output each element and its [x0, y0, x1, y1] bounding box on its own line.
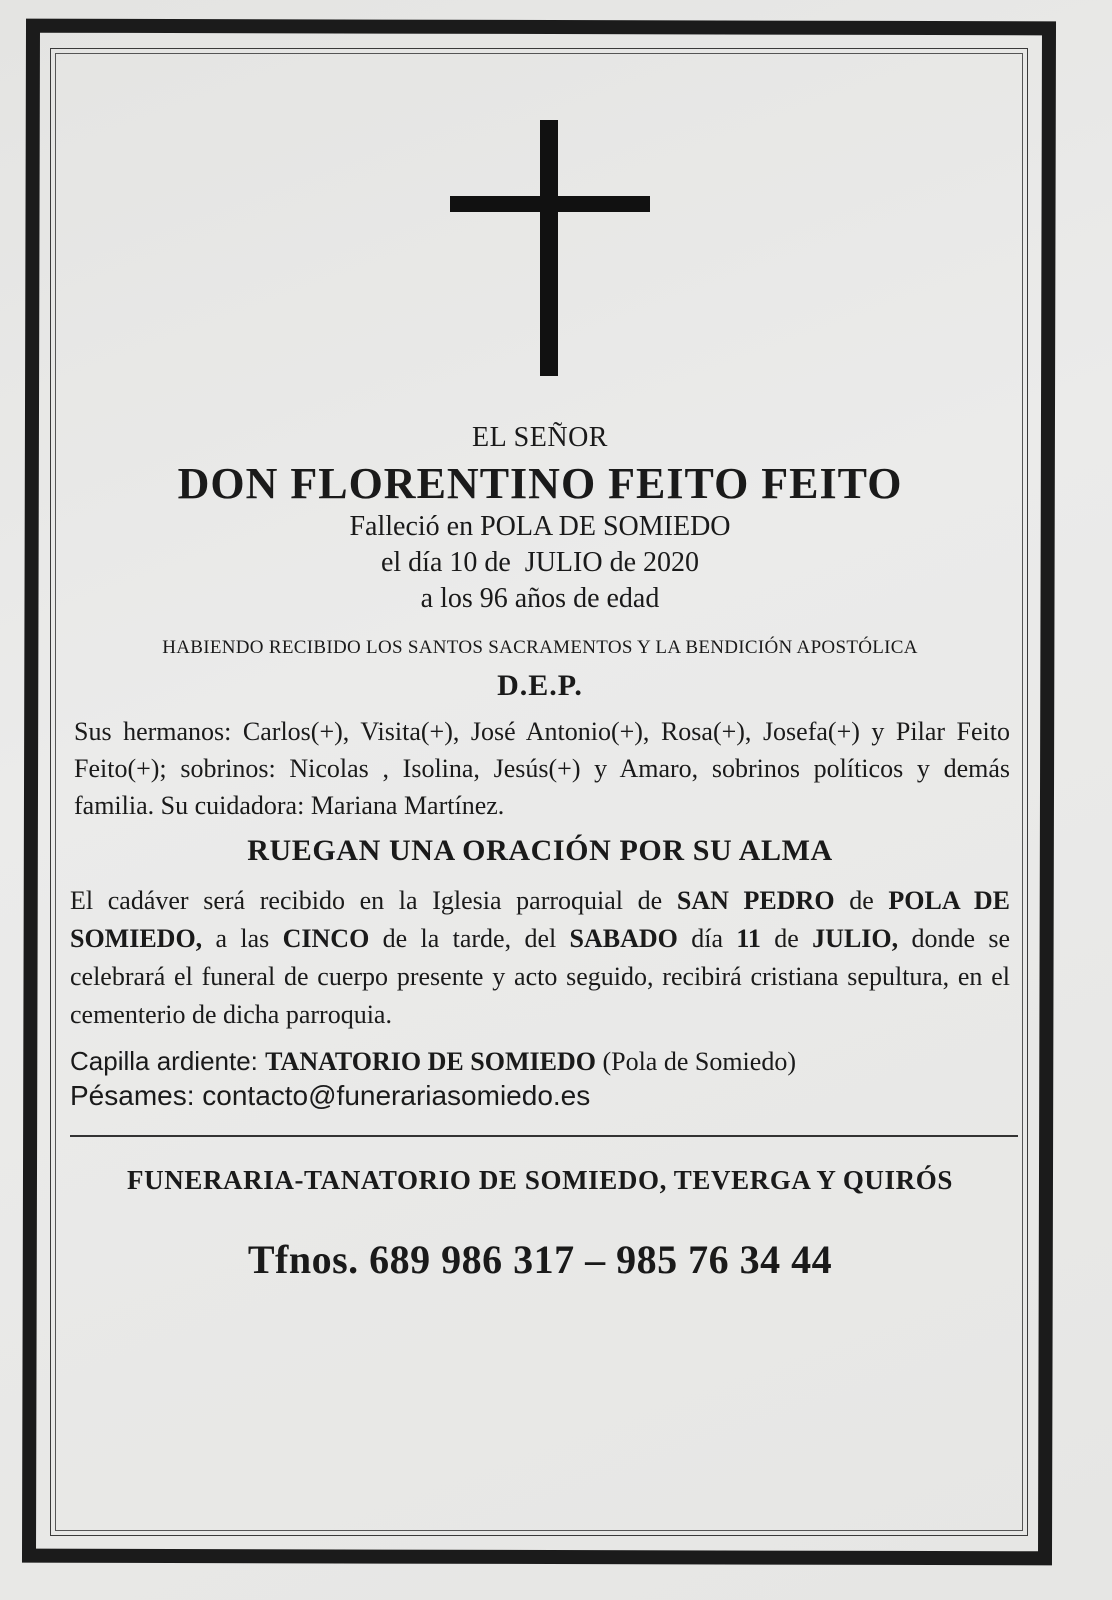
obituary-content	[70, 60, 1010, 1283]
death-date: el día 10 de JULIO de 2020	[380, 547, 700, 578]
prayer-request: RUEGAN UNA ORACIÓN POR SU ALMA	[247, 834, 833, 867]
condolences-line: Pésames: contacto@funerariasomiedo.es	[70, 1080, 591, 1111]
latin-cross-icon	[450, 120, 650, 380]
heading: EL SEÑOR	[472, 422, 608, 453]
age: a los 96 años de edad	[420, 583, 660, 614]
funeral-home-name: FUNERARIA-TANATORIO DE SOMIEDO, TEVERGA Y QUIRÓS	[127, 1165, 953, 1195]
dep-label: D.E.P.	[497, 669, 583, 702]
deceased-name: DON FLORENTINO FEITO FEITO	[177, 459, 903, 508]
death-place: Falleció en POLA DE SOMIEDO	[349, 511, 731, 542]
chapel-line: Capilla ardiente: TANATORIO DE SOMIEDO (Pola de Somiedo)	[70, 1046, 796, 1076]
phone-numbers: Tfnos. 689 986 317 – 985 76 34 44	[247, 1237, 833, 1282]
divider	[70, 1135, 1018, 1137]
sacraments-line: HABIENDO RECIBIDO LOS SANTOS SACRAMENTOS Y LA BENDICIÓN APOSTÓLICA	[162, 637, 918, 658]
funeral-paragraph: El cadáver será recibido en la Iglesia parroquial de SAN PEDRO de POLA DE SOMIEDO, a las CINCO de la tarde, del SABADO día 11 de JULIO, donde se celebrará el funeral de cuerpo presente y acto seguido, recibirá cristiana sepultura, en el cementerio de dicha parroquia.	[70, 886, 1011, 1029]
family-paragraph: Sus hermanos: Carlos(+), Visita(+), José Antonio(+), Rosa(+), Josefa(+) y Pilar Feito Feito(+); sobrinos: Nicolas , Isolina, Jesús(+) y Amaro, sobrinos políticos y demás familia. Su cuidadora: Mariana Martínez.	[74, 717, 1010, 820]
